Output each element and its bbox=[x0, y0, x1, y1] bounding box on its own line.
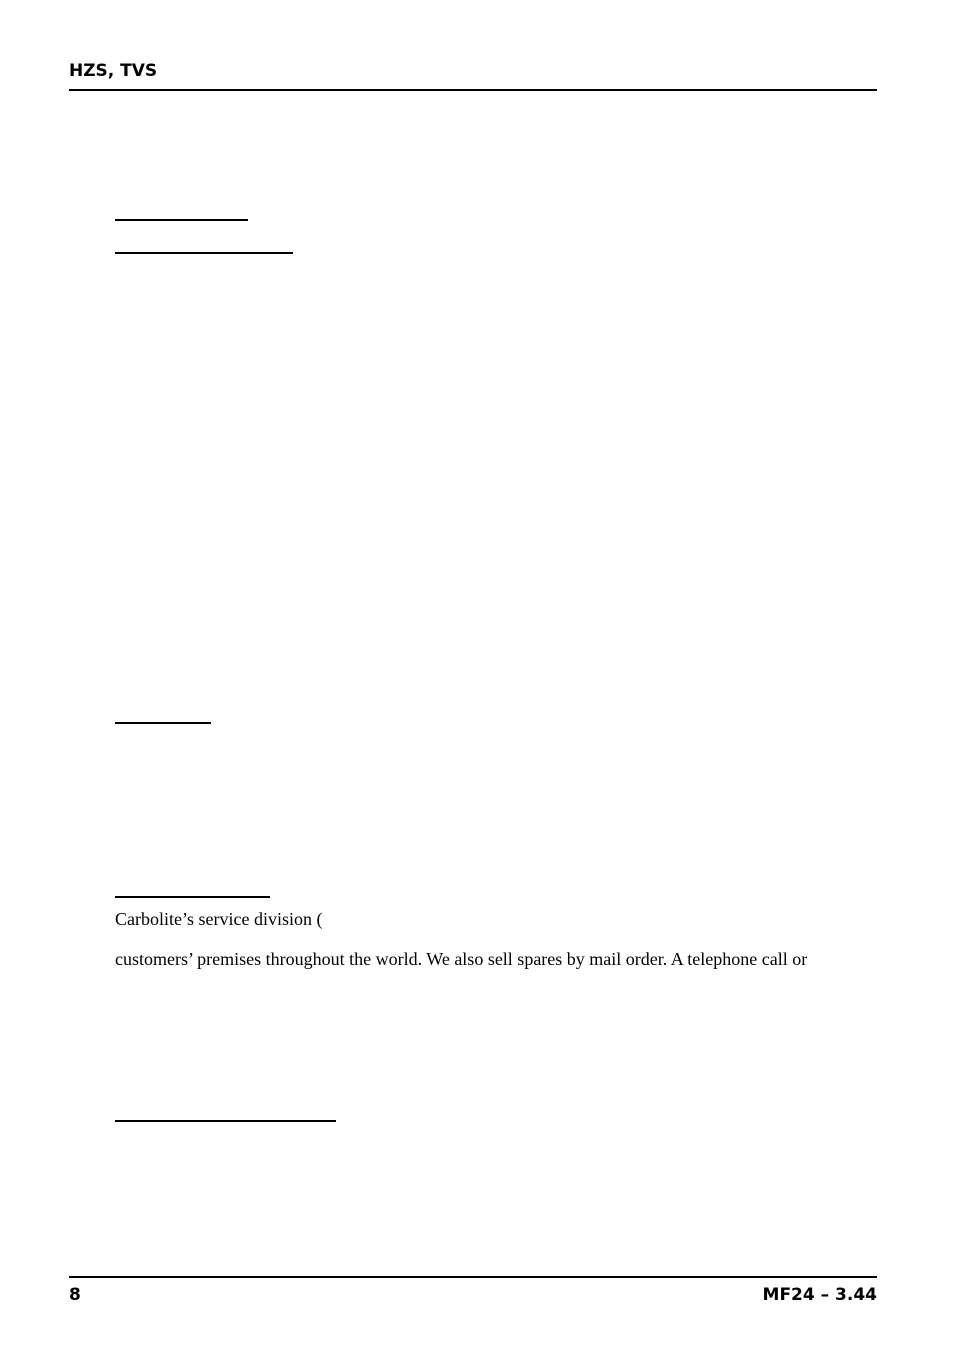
footer-rule bbox=[69, 1276, 877, 1278]
service-paragraph-line-1: Carbolite’s service division ( bbox=[115, 909, 323, 929]
page-number: 8 bbox=[69, 1285, 81, 1305]
document-code: MF24 – 3.44 bbox=[762, 1285, 877, 1305]
heading-underline-1 bbox=[115, 219, 248, 221]
heading-underline-5 bbox=[115, 1120, 336, 1122]
heading-underline-3 bbox=[115, 722, 211, 724]
service-paragraph-line-2: customers’ premises throughout the world. We also sell spares by mail order. A telephone call or bbox=[115, 949, 808, 969]
heading-underline-4 bbox=[115, 896, 270, 898]
header-rule bbox=[69, 89, 877, 91]
heading-underline-2 bbox=[115, 252, 293, 254]
running-header: HZS, TVS bbox=[69, 61, 158, 81]
